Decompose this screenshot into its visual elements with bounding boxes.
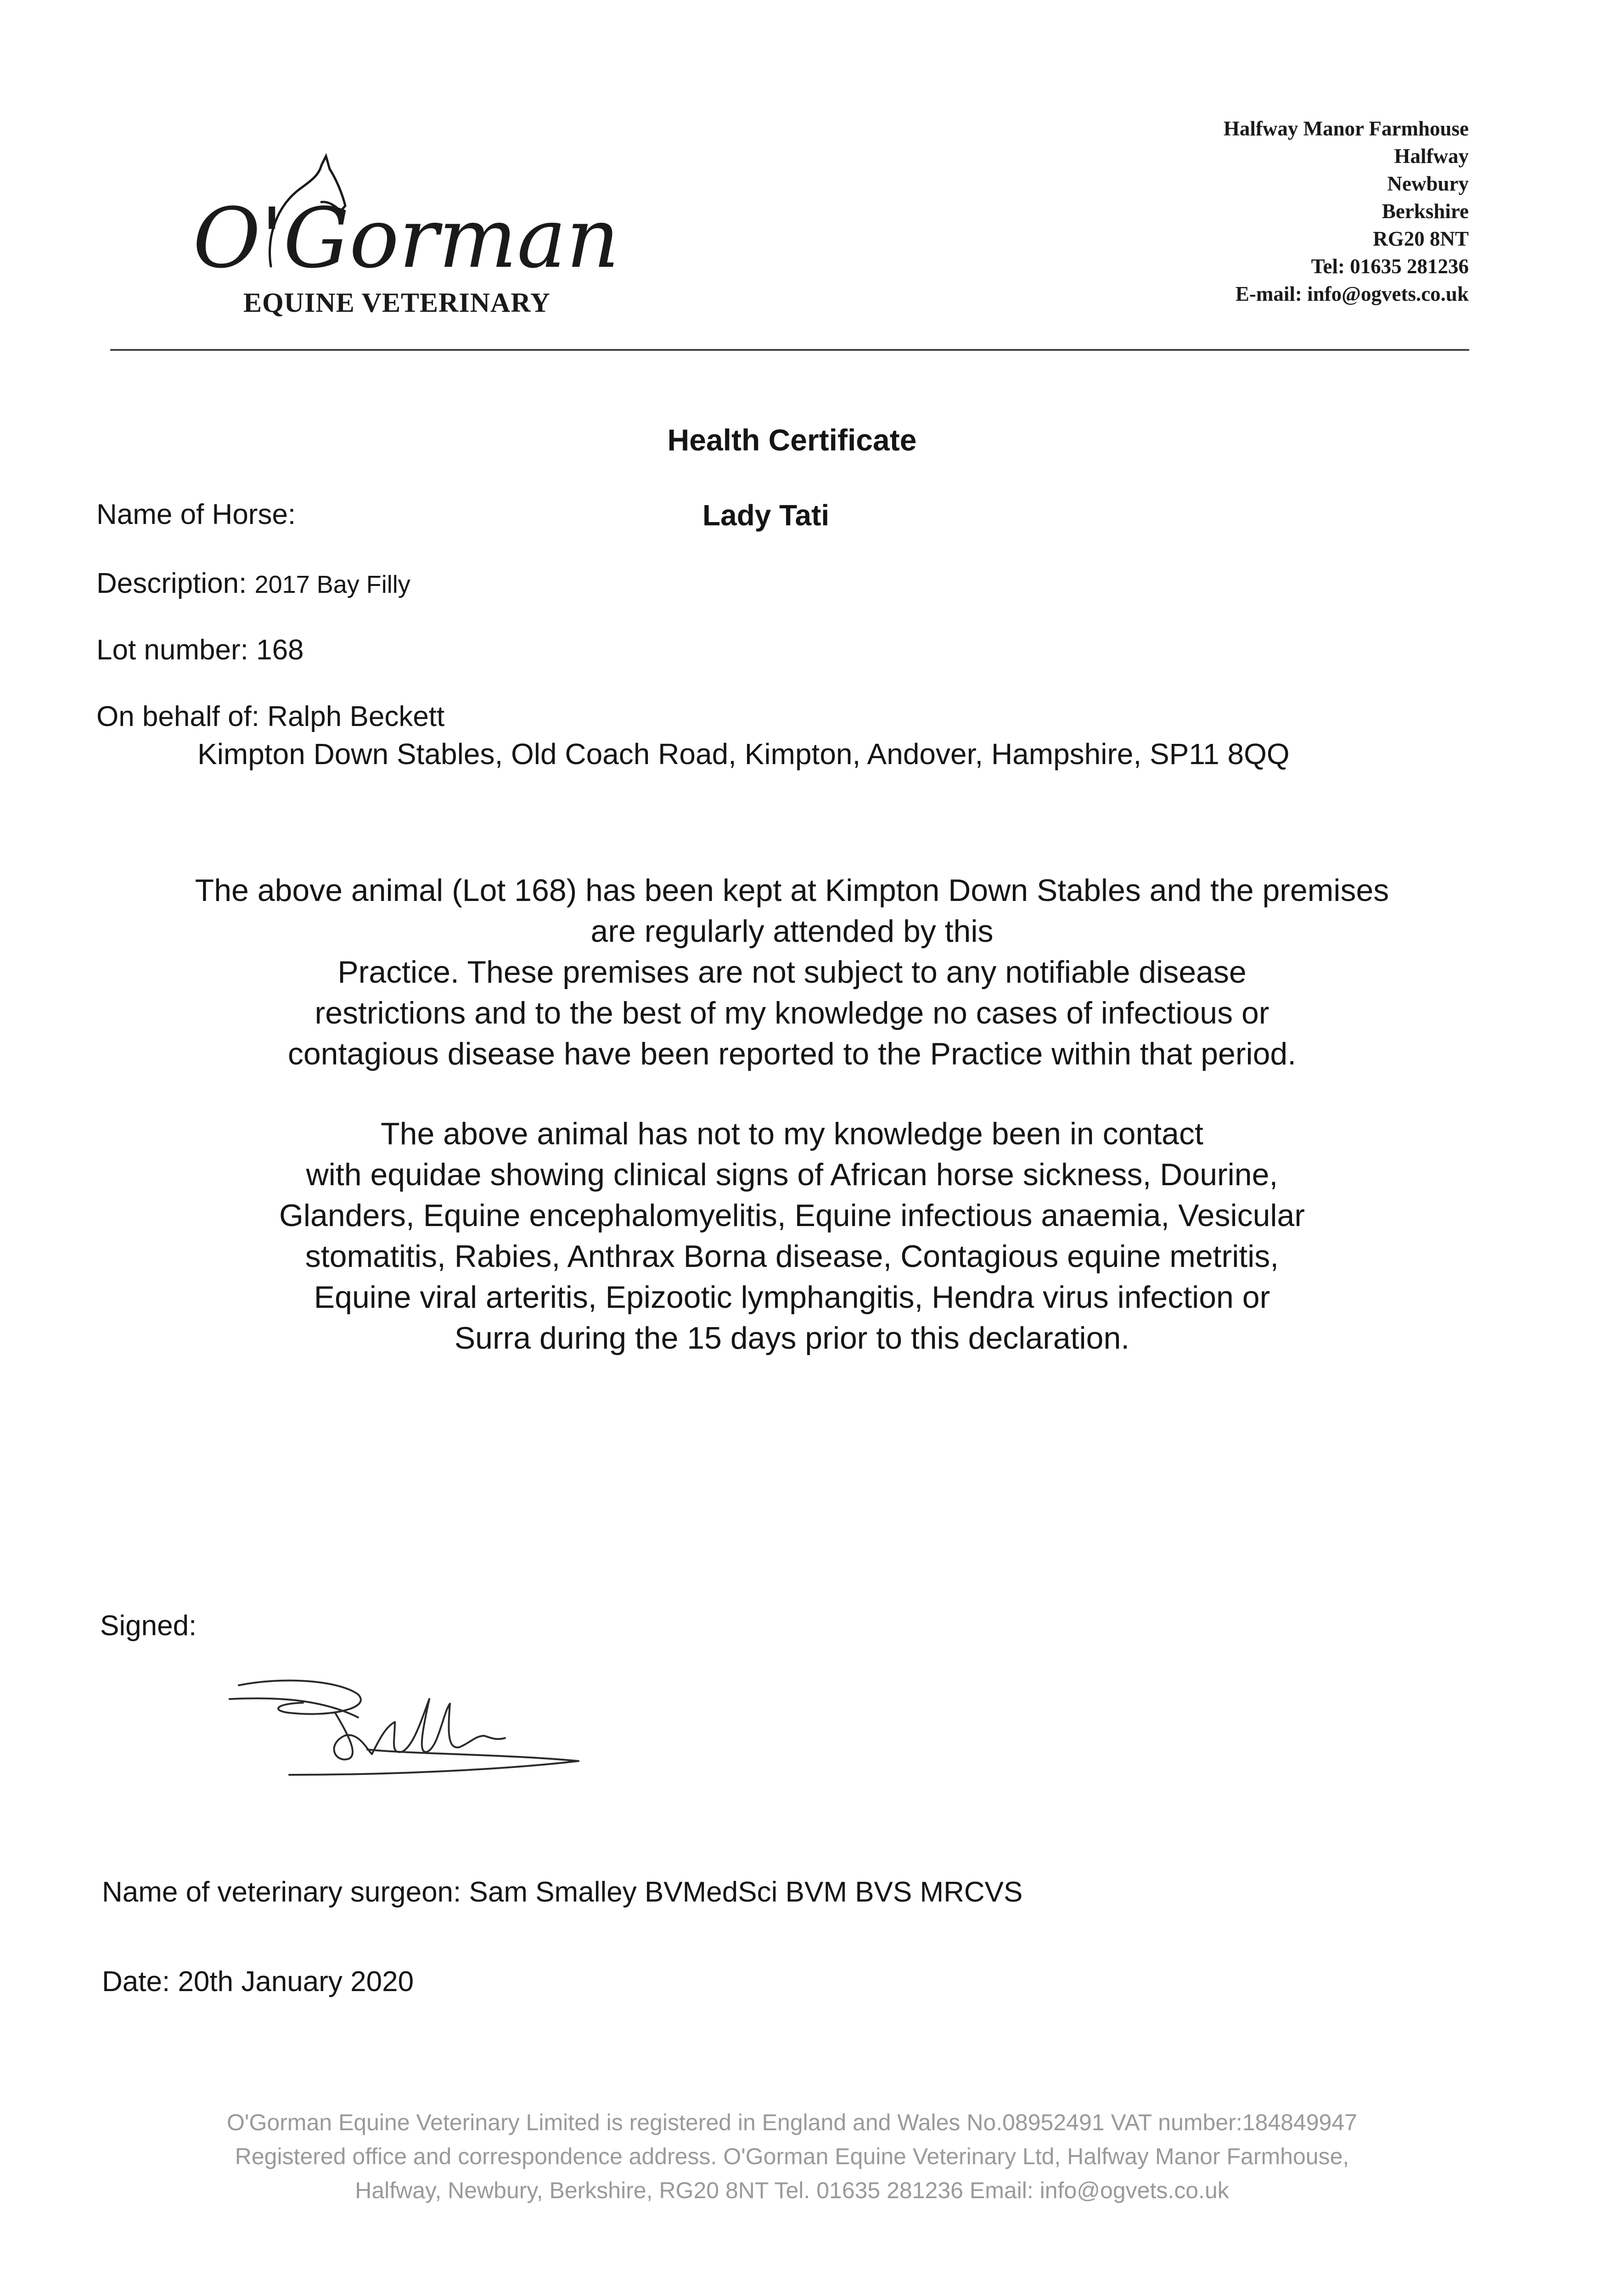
- veterinary-surgeon-label: Name of veterinary surgeon:: [102, 1876, 461, 1908]
- date-label: Date:: [102, 1966, 170, 1998]
- practice-address: [1224, 115, 1469, 308]
- on-behalf-of-field: [96, 700, 444, 733]
- date-value: 20th January 2020: [178, 1966, 414, 1998]
- signed-label: Signed:: [100, 1610, 197, 1642]
- logo-wordmark: O'Gorman: [193, 191, 620, 287]
- paragraph-line: Practice. These premises are not subject to any notifiable disease: [337, 955, 1247, 990]
- paragraph-line: The above animal has not to my knowledge been in contact: [381, 1116, 1203, 1151]
- certificate-title: Health Certificate: [667, 423, 917, 457]
- on-behalf-of-name: Ralph Beckett: [267, 701, 445, 732]
- company-registration-footer: [0, 2105, 1584, 2207]
- paragraph-line: restrictions and to the best of my knowledge no cases of infectious or: [315, 996, 1269, 1030]
- address-line: Halfway: [1394, 145, 1469, 168]
- lot-number-field: [96, 634, 304, 666]
- paragraph-line: stomatitis, Rabies, Anthrax Borna disease, Contagious equine metritis,: [305, 1239, 1279, 1274]
- handwritten-signature: [220, 1644, 634, 1809]
- address-line: Berkshire: [1382, 200, 1469, 223]
- veterinary-surgeon-name: Sam Smalley BVMedSci BVM BVS MRCVS: [469, 1876, 1023, 1908]
- logo-subtitle: EQUINE VETERINARY: [243, 287, 550, 318]
- disease-contact-declaration-paragraph: [0, 1114, 1584, 1359]
- address-line: RG20 8NT: [1373, 227, 1469, 250]
- practice-logo: [193, 152, 620, 331]
- paragraph-line: with equidae showing clinical signs of African horse sickness, Dourine,: [306, 1157, 1278, 1192]
- footer-line: Registered office and correspondence address. O'Gorman Equine Veterinary Ltd, Halfway Manor Farmhouse,: [235, 2144, 1349, 2169]
- description-value: 2017 Bay Filly: [254, 571, 410, 598]
- paragraph-line: Equine viral arteritis, Epizootic lymphangitis, Hendra virus infection or: [314, 1280, 1270, 1315]
- on-behalf-of-address: Kimpton Down Stables, Old Coach Road, Kimpton, Andover, Hampshire, SP11 8QQ: [197, 737, 1290, 771]
- description-label: Description:: [96, 568, 247, 599]
- address-email: E-mail: info@ogvets.co.uk: [1235, 282, 1469, 305]
- on-behalf-of-label: On behalf of:: [96, 701, 260, 732]
- footer-line: O'Gorman Equine Veterinary Limited is registered in England and Wales No.08952491 VAT number:184849947: [227, 2110, 1357, 2135]
- paragraph-line: Glanders, Equine encephalomyelitis, Equine infectious anaemia, Vesicular: [279, 1198, 1305, 1233]
- address-line: Halfway Manor Farmhouse: [1223, 117, 1469, 140]
- date-field: [102, 1965, 414, 1998]
- paragraph-line: are regularly attended by this: [590, 914, 994, 949]
- premises-declaration-paragraph: [0, 870, 1584, 1075]
- address-telephone: Tel: 01635 281236: [1311, 255, 1469, 278]
- address-line: Newbury: [1387, 172, 1469, 195]
- veterinary-surgeon-field: [102, 1876, 1022, 1908]
- lot-number-value: 168: [256, 634, 304, 666]
- paragraph-line: contagious disease have been reported to the Practice within that period.: [287, 1036, 1297, 1071]
- description-field: [96, 567, 410, 600]
- paragraph-line: The above animal (Lot 168) has been kept at Kimpton Down Stables and the premises: [195, 873, 1389, 908]
- horse-name-label: Name of Horse:: [96, 499, 296, 530]
- paragraph-line: Surra during the 15 days prior to this declaration.: [454, 1321, 1130, 1356]
- horse-name-value: Lady Tati: [702, 499, 830, 532]
- header-divider: [110, 349, 1469, 351]
- footer-line: Halfway, Newbury, Berkshire, RG20 8NT Tel. 01635 281236 Email: info@ogvets.co.uk: [355, 2178, 1229, 2203]
- lot-number-label: Lot number:: [96, 634, 248, 666]
